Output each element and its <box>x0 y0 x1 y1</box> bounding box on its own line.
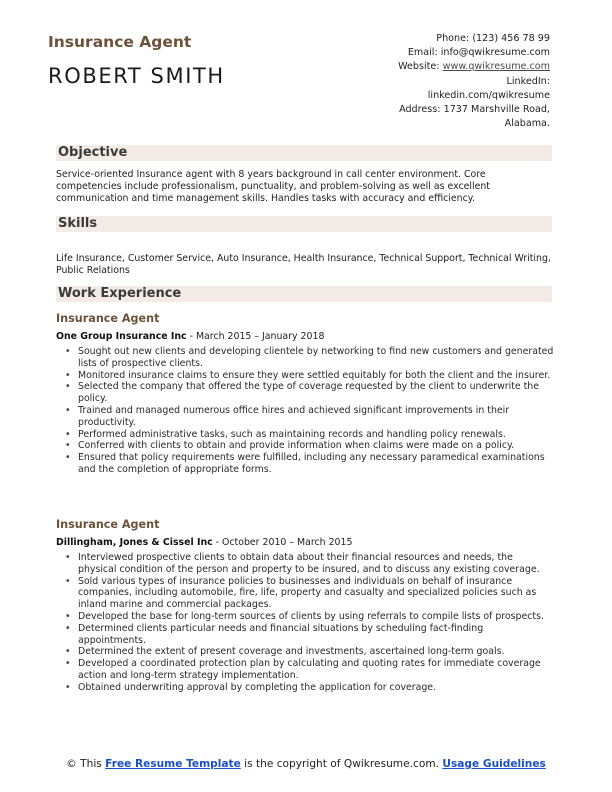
full-name: ROBERT SMITH <box>48 64 225 88</box>
list-item: • Determined clients particular needs and financial situations by scheduling fact-finding appointments. <box>62 623 554 647</box>
list-item: • Interviewed prospective clients to obtain data about their financial resources and needs, the physical condition of the person and property to be insured, and to discuss any existing coverage. <box>62 552 554 576</box>
job-1-bullets <box>62 346 554 476</box>
objective-text: Service-oriented Insurance agent with 8 years background in call center environment. Core competencies include professionalism, punctuality, and problem-solving as well as excellent communication and time management skills. Handles tasks with accuracy and efficiency. <box>56 169 490 204</box>
job-2-dates: - October 2010 – March 2015 <box>212 537 353 548</box>
website-label: Website: <box>398 61 440 73</box>
list-item: • Sold various types of insurance policies to businesses and individuals on behalf of insurance companies, including automobile, fire, life, property and casualty and specialized policies such as inland marine and commercial packages. <box>62 576 554 611</box>
footer-prefix: © This <box>66 758 106 770</box>
list-item: • Trained and managed numerous office hires and achieved significant improvements in their productivity. <box>62 405 554 429</box>
footer-middle: is the copyright of Qwikresume.com. <box>240 758 443 770</box>
contact-linkedin: linkedin.com/qwikresume <box>427 89 550 101</box>
list-item: • Ensured that policy requirements were fulfilled, including any necessary paramedical examinations and the completion of appropriate forms. <box>62 452 554 476</box>
list-item: • Obtained underwriting approval by completing the application for coverage. <box>62 682 554 694</box>
job-2-bullets <box>62 552 554 694</box>
list-item: • Performed administrative tasks, such as maintaining records and handling policy renewals. <box>62 429 554 441</box>
address-line1: 1737 Marshville Road, <box>443 104 550 116</box>
list-item: • Conferred with clients to obtain and provide information when claims were made on a policy. <box>62 440 554 452</box>
skills-text: Life Insurance, Customer Service, Auto Insurance, Health Insurance, Technical Support, Technical Writing, Public Relations <box>56 253 551 276</box>
address-label: Address: <box>399 104 441 116</box>
list-item: • Sought out new clients and developing clientele by networking to find new customers and generated lists of prospective clients. <box>62 346 554 370</box>
work-experience-heading: Work Experience <box>56 286 552 302</box>
objective-heading: Objective <box>56 145 552 161</box>
job-1-title: Insurance Agent <box>56 312 160 325</box>
skills-heading: Skills <box>56 216 552 232</box>
contact-block <box>290 32 550 131</box>
copyright-footer <box>40 757 572 771</box>
usage-guidelines-link[interactable]: Usage Guidelines <box>442 758 546 770</box>
job-2-title: Insurance Agent <box>56 518 160 531</box>
list-item: • Monitored insurance claims to ensure they were settled equitably for both the client and the insurer. <box>62 370 554 382</box>
free-resume-template-link[interactable]: Free Resume Template <box>105 758 241 770</box>
job-title: Insurance Agent <box>48 33 192 51</box>
contact-website <box>290 60 550 74</box>
contact-phone <box>290 32 550 46</box>
contact-address-line2: Alabama. <box>504 118 550 130</box>
website-link[interactable]: www.qwikresume.com <box>442 61 550 73</box>
contact-linkedin-label: LinkedIn: <box>506 75 550 87</box>
job-1-company: One Group Insurance Inc <box>56 331 187 342</box>
job-1-employer <box>56 331 324 342</box>
list-item: • Selected the company that offered the type of coverage requested by the client to underwrite the policy. <box>62 381 554 405</box>
phone-label: Phone: <box>436 33 470 44</box>
phone-value: (123) 456 78 99 <box>472 33 550 44</box>
list-item: • Developed the base for long-term sources of clients by using referrals to compile lists of prospects. <box>62 611 554 623</box>
job-2-employer <box>56 537 352 548</box>
job-1-dates: - March 2015 – January 2018 <box>186 331 325 342</box>
contact-address <box>290 103 550 117</box>
email-label: Email: <box>407 47 438 59</box>
list-item: • Determined the extent of present coverage and investments, ascertained long-term goals. <box>62 646 554 658</box>
job-2-company: Dillingham, Jones & Cissel Inc <box>56 537 213 548</box>
list-item: • Developed a coordinated protection plan by calculating and quoting rates for immediate coverage action and long-term strategy implementation. <box>62 658 554 682</box>
contact-email <box>290 46 550 60</box>
email-value: info@qwikresume.com <box>440 47 550 59</box>
